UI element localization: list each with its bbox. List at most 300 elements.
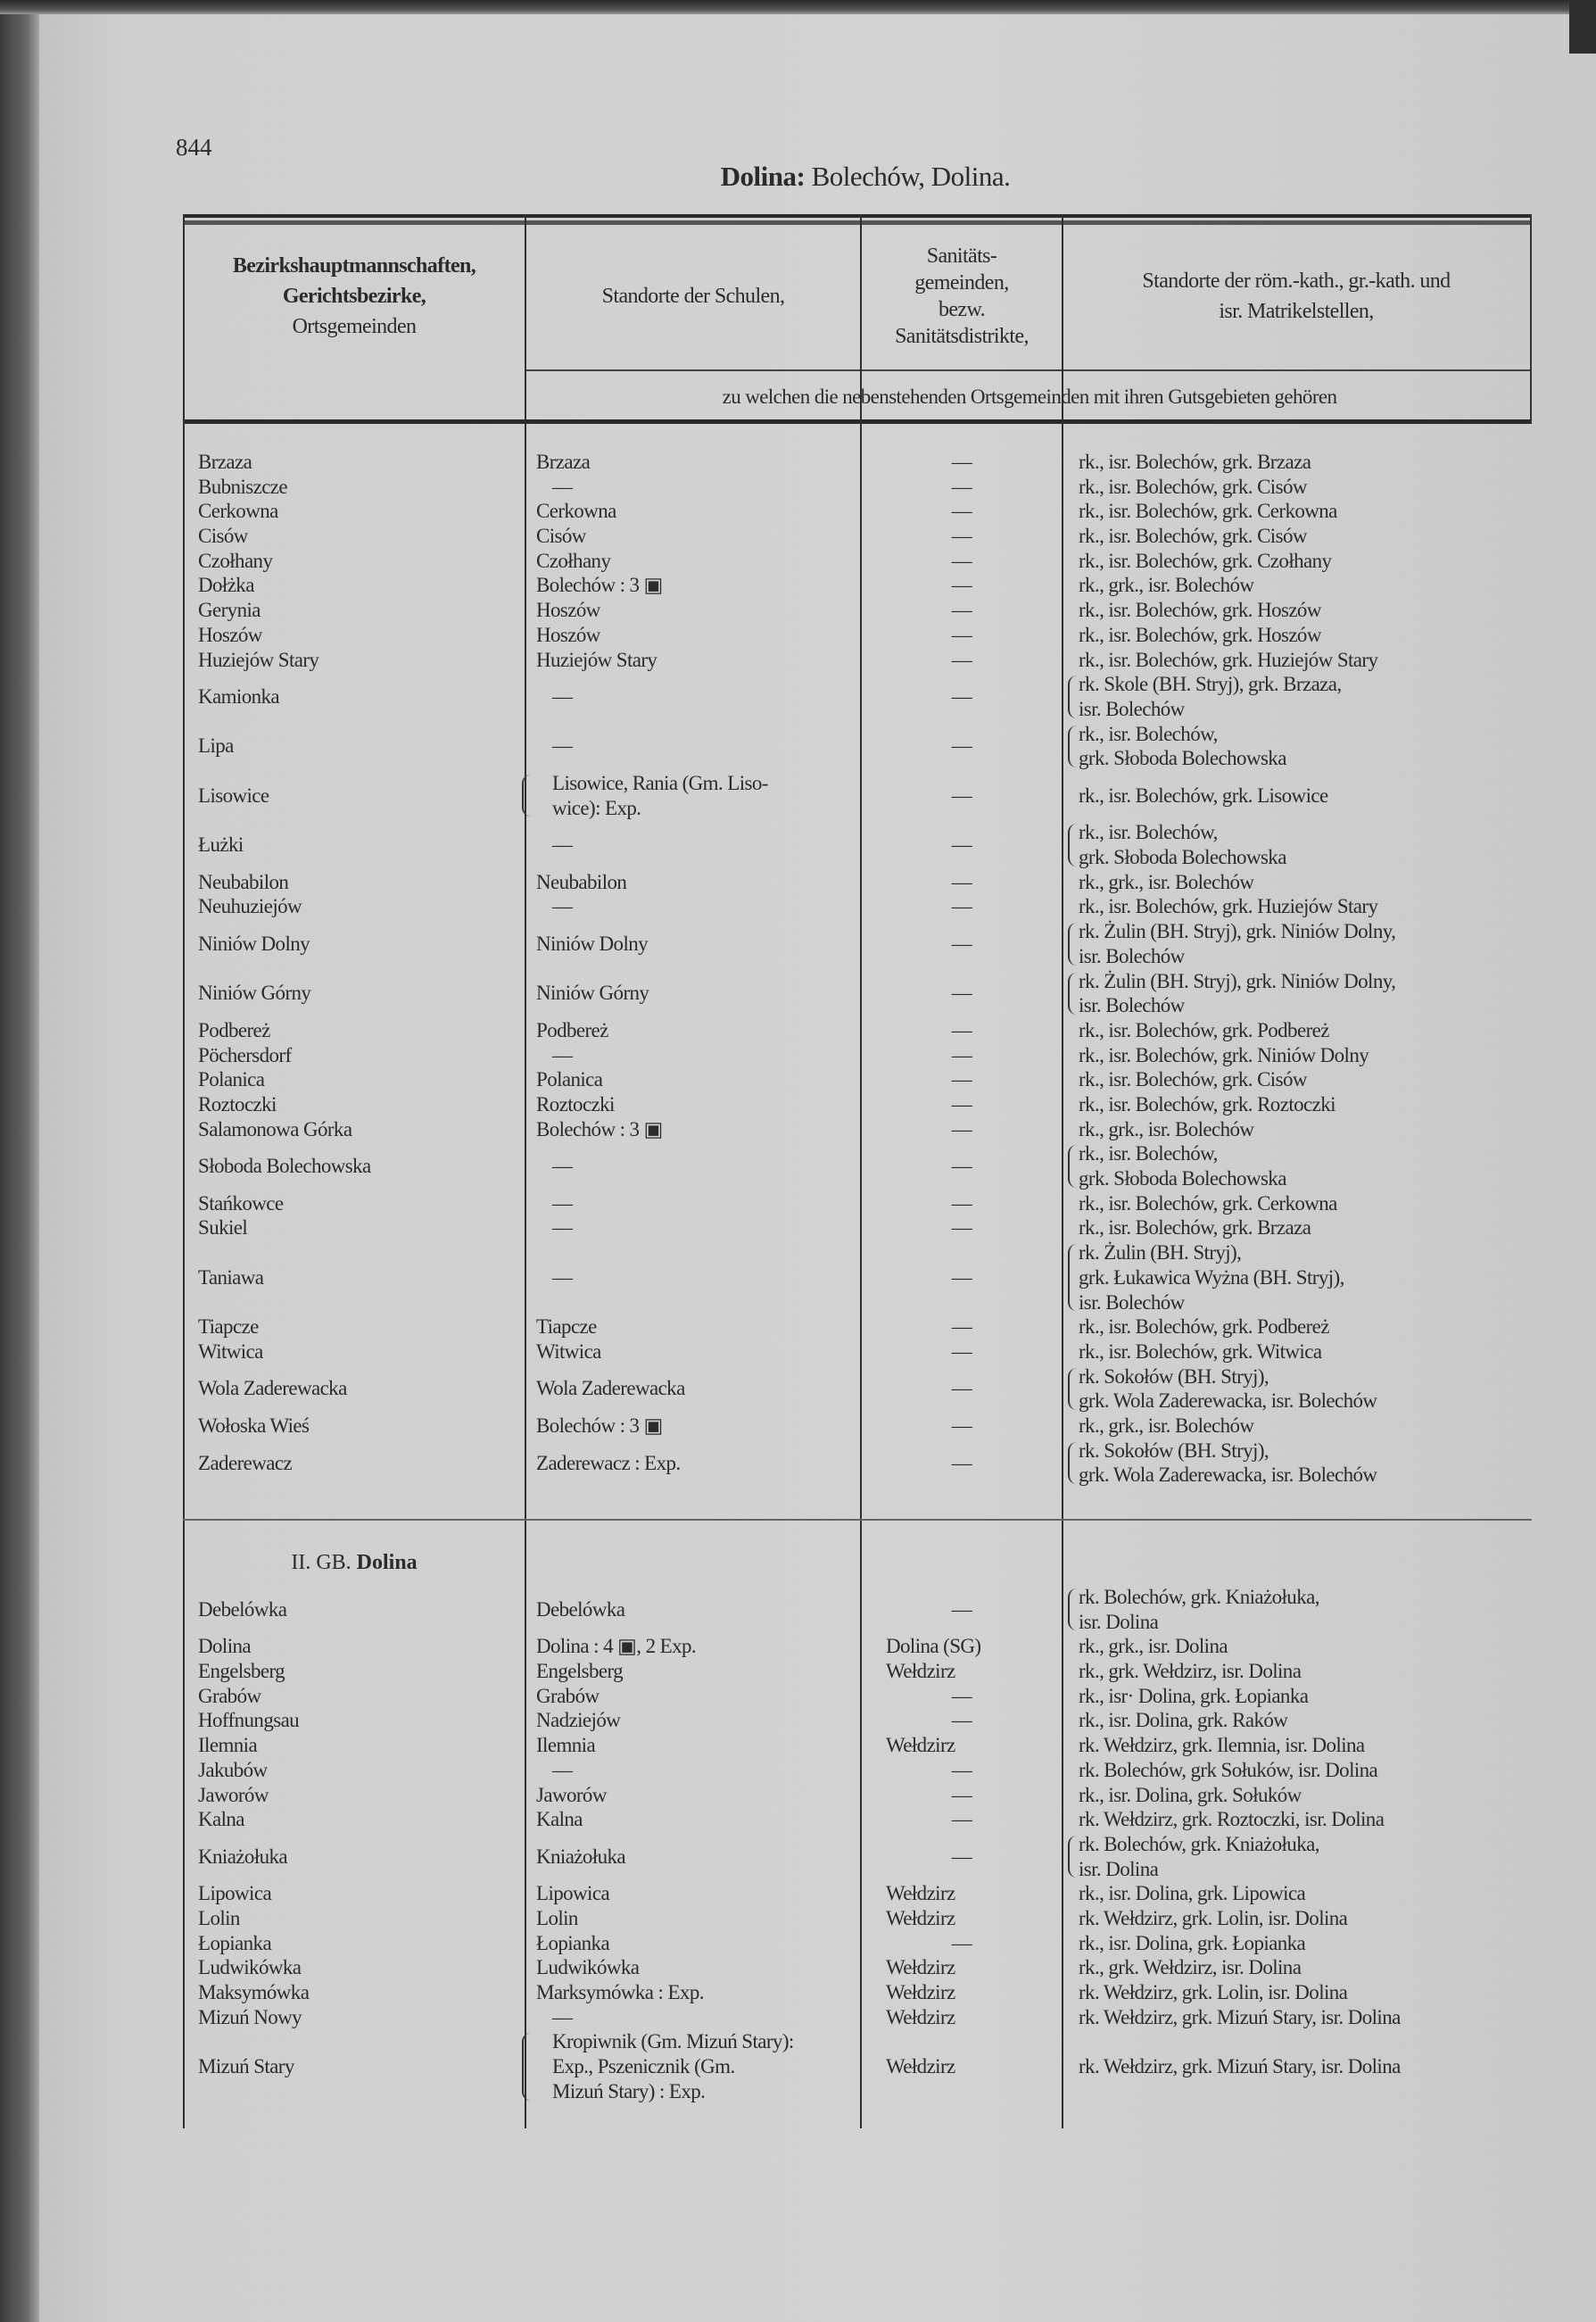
municipality-cell bbox=[183, 1807, 525, 1832]
municipality-name: Lipa bbox=[198, 734, 234, 758]
sanitary-text: — bbox=[951, 599, 972, 622]
table-row bbox=[183, 1439, 1530, 1488]
sanitary-text: — bbox=[951, 451, 972, 473]
sanitary-text: — bbox=[951, 1451, 972, 1474]
sanitary-cell bbox=[861, 969, 1063, 1018]
brace-mark bbox=[1068, 973, 1077, 1015]
parish-cell bbox=[1063, 1067, 1530, 1092]
school-cell bbox=[525, 623, 861, 648]
school-cell bbox=[525, 1414, 861, 1439]
school-cell bbox=[525, 1708, 861, 1733]
municipality-cell bbox=[183, 1955, 525, 1980]
brace-mark bbox=[1068, 676, 1077, 717]
header-text: bezw. bbox=[938, 298, 986, 321]
municipality-name: Niniów Górny bbox=[198, 982, 311, 1005]
municipality-cell bbox=[183, 1414, 525, 1439]
municipality-name: Wola Zaderewacka bbox=[198, 1377, 347, 1400]
parish-cell bbox=[1063, 870, 1530, 895]
sanitary-text: — bbox=[951, 1155, 972, 1178]
table-row bbox=[183, 1339, 1530, 1364]
parish-text: rk., isr. Bolechów, bbox=[1079, 722, 1218, 745]
parish-cell bbox=[1063, 1191, 1530, 1216]
sanitary-cell bbox=[861, 1906, 1063, 1931]
school-cell bbox=[525, 648, 861, 673]
school-text: Łopianka bbox=[536, 1931, 610, 1954]
parish-text: rk., isr. Bolechów, grk. Niniów Dolny bbox=[1079, 1043, 1369, 1066]
parish-cell bbox=[1063, 919, 1530, 968]
municipality-cell bbox=[183, 623, 525, 648]
municipality-name: Łużki bbox=[198, 833, 244, 857]
parish-text: rk., isr. Bolechów, grk. Brzaza bbox=[1079, 451, 1311, 473]
sanitary-cell bbox=[861, 1980, 1063, 2005]
school-cell bbox=[525, 1807, 861, 1832]
parish-cell bbox=[1063, 1659, 1530, 1684]
municipality-name: Sukiel bbox=[198, 1216, 248, 1240]
school-text: Kalna bbox=[536, 1808, 583, 1831]
parish-cell bbox=[1063, 1439, 1530, 1488]
sanitary-cell bbox=[861, 1684, 1063, 1709]
sanitary-cell bbox=[861, 1955, 1063, 1980]
municipality-cell bbox=[183, 1018, 525, 1043]
parish-text: rk., isr. Bolechów, grk. Hoszów bbox=[1079, 599, 1321, 622]
parish-cell bbox=[1063, 1931, 1530, 1956]
parish-text: rk. Bolechów, grk. Kniażołuka, bbox=[1079, 1586, 1319, 1608]
parish-cell bbox=[1063, 1240, 1530, 1314]
sanitary-cell bbox=[861, 1634, 1063, 1659]
school-cell bbox=[525, 1659, 861, 1684]
sanitary-text: — bbox=[951, 932, 972, 955]
header-text: Sanitätsdistrikte, bbox=[895, 325, 1029, 348]
parish-cell bbox=[1063, 894, 1530, 919]
school-cell bbox=[525, 1215, 861, 1240]
parish-cell bbox=[1063, 1881, 1530, 1906]
register-table bbox=[183, 214, 1530, 2128]
municipality-cell bbox=[183, 1339, 525, 1364]
sanitary-text: — bbox=[951, 1597, 972, 1621]
municipality-cell bbox=[183, 1117, 525, 1142]
municipality-cell bbox=[183, 1881, 525, 1906]
sanitary-cell bbox=[861, 2029, 1063, 2103]
municipality-name: Łopianka bbox=[198, 1931, 272, 1954]
school-text: Jaworów bbox=[536, 1783, 607, 1806]
sanitary-text: — bbox=[951, 1018, 972, 1041]
brace-mark bbox=[1068, 1244, 1077, 1311]
municipality-cell bbox=[183, 1240, 525, 1314]
municipality-name: Dołżka bbox=[198, 574, 254, 597]
municipality-cell bbox=[183, 1067, 525, 1092]
school-text: Nadziejów bbox=[536, 1709, 621, 1732]
municipality-name: Lisowice bbox=[198, 784, 269, 807]
parish-cell bbox=[1063, 1043, 1530, 1068]
parish-text: rk. Bolechów, grk Sołuków, isr. Dolina bbox=[1079, 1758, 1378, 1781]
header-parishes bbox=[1063, 225, 1530, 368]
sanitary-text: Wełdzirz bbox=[886, 1906, 955, 1929]
school-text: Dolina : 4 ▣, 2 Exp. bbox=[536, 1635, 697, 1658]
parish-cell bbox=[1063, 1585, 1530, 1634]
table-row bbox=[183, 1240, 1530, 1314]
sanitary-text: — bbox=[951, 1092, 972, 1115]
school-text: Kropiwnik (Gm. Mizuń Stary): bbox=[552, 2030, 794, 2053]
municipality-name: Hoffnungsau bbox=[198, 1709, 300, 1732]
sanitary-cell bbox=[861, 870, 1063, 895]
sanitary-text: — bbox=[951, 734, 972, 758]
parish-text: rk., isr. Bolechów, grk. Podbereż bbox=[1079, 1315, 1329, 1339]
sanitary-text: Wełdzirz bbox=[886, 2055, 955, 2078]
municipality-name: Słoboda Bolechowska bbox=[198, 1155, 371, 1178]
school-text: Neubabilon bbox=[536, 870, 627, 893]
municipality-cell bbox=[183, 1684, 525, 1709]
brace-mark bbox=[1068, 824, 1077, 866]
school-text: — bbox=[552, 734, 573, 758]
school-text: Czołhany bbox=[536, 549, 611, 572]
table-row bbox=[183, 1414, 1530, 1439]
school-cell bbox=[525, 1832, 861, 1881]
municipality-name: Czołhany bbox=[198, 549, 273, 572]
table-row bbox=[183, 524, 1530, 549]
parish-cell bbox=[1063, 1708, 1530, 1733]
parish-text: rk. Wełdzirz, grk. Mizuń Stary, isr. Dolina bbox=[1079, 2005, 1401, 2028]
table-row bbox=[183, 1215, 1530, 1240]
municipality-cell bbox=[183, 894, 525, 919]
school-cell bbox=[525, 2005, 861, 2030]
subheader: zu welchen die nebenstehenden Ortsgemeinden mit ihren Gutsgebieten gehören bbox=[722, 386, 1337, 408]
sanitary-cell bbox=[861, 1758, 1063, 1783]
parish-text: rk. Wełdzirz, grk. Ilemnia, isr. Dolina bbox=[1079, 1734, 1365, 1757]
school-cell bbox=[525, 1067, 861, 1092]
municipality-name: Mizuń Nowy bbox=[198, 2005, 302, 2028]
school-text: Polanica bbox=[536, 1068, 603, 1091]
municipality-name: Roztoczki bbox=[198, 1092, 277, 1115]
table-row bbox=[183, 1659, 1530, 1684]
parish-text: rk., isr. Bolechów, grk. Cisów bbox=[1079, 1068, 1307, 1091]
header-text: gemeinden, bbox=[914, 271, 1009, 294]
table-row bbox=[183, 1585, 1530, 1634]
municipality-cell bbox=[183, 475, 525, 500]
parish-text: rk., isr. Bolechów, grk. Roztoczki bbox=[1079, 1092, 1336, 1115]
parish-text: isr. Bolechów bbox=[1079, 944, 1185, 967]
table-row bbox=[183, 1092, 1530, 1117]
sanitary-cell bbox=[861, 1832, 1063, 1881]
municipality-name: Pöchersdorf bbox=[198, 1043, 292, 1066]
table-row bbox=[183, 475, 1530, 500]
page-title-courts: Bolechów, Dolina. bbox=[811, 161, 1011, 192]
header-schools bbox=[525, 225, 861, 368]
header-text: Ortsgemeinden bbox=[292, 315, 417, 338]
parish-cell bbox=[1063, 623, 1530, 648]
table-row bbox=[183, 1881, 1530, 1906]
school-text: Zaderewacz : Exp. bbox=[536, 1451, 681, 1474]
sanitary-text: Wełdzirz bbox=[886, 2005, 955, 2028]
school-cell bbox=[525, 1439, 861, 1488]
table-row bbox=[183, 722, 1530, 771]
school-cell bbox=[525, 1980, 861, 2005]
municipality-name: Podbereż bbox=[198, 1018, 270, 1041]
municipality-name: Kniażołuka bbox=[198, 1845, 288, 1868]
parish-text: rk., isr. Dolina, grk. Sołuków bbox=[1079, 1783, 1302, 1806]
parish-cell bbox=[1063, 1980, 1530, 2005]
school-cell bbox=[525, 499, 861, 524]
school-text: — bbox=[552, 685, 573, 709]
parish-text: isr. Bolechów bbox=[1079, 1290, 1185, 1314]
municipality-cell bbox=[183, 919, 525, 968]
municipality-name: Maksymówka bbox=[198, 1981, 310, 2004]
table-row bbox=[183, 820, 1530, 869]
school-text: Lolin bbox=[536, 1906, 578, 1929]
school-text: Cisów bbox=[536, 525, 586, 548]
school-text: Podbereż bbox=[536, 1018, 608, 1041]
parish-text: rk. Bolechów, grk. Kniażołuka, bbox=[1079, 1832, 1319, 1855]
table-row bbox=[183, 1043, 1530, 1068]
parish-cell bbox=[1063, 1733, 1530, 1758]
sanitary-cell bbox=[861, 672, 1063, 721]
sanitary-cell bbox=[861, 1018, 1063, 1043]
municipality-cell bbox=[183, 648, 525, 673]
sanitary-text: — bbox=[951, 982, 972, 1005]
school-cell bbox=[525, 2029, 861, 2103]
school-text: Kniażołuka bbox=[536, 1845, 626, 1868]
school-cell bbox=[525, 598, 861, 623]
municipality-name: Lolin bbox=[198, 1906, 240, 1929]
school-cell bbox=[525, 722, 861, 771]
parish-cell bbox=[1063, 648, 1530, 673]
school-cell bbox=[525, 1364, 861, 1414]
table-row bbox=[183, 2005, 1530, 2030]
school-cell bbox=[525, 1117, 861, 1142]
sanitary-text: Wełdzirz bbox=[886, 1660, 955, 1683]
parish-text: rk., isr. Dolina, grk. Łopianka bbox=[1079, 1931, 1306, 1954]
school-text: Grabów bbox=[536, 1684, 600, 1707]
municipality-cell bbox=[183, 672, 525, 721]
sanitary-cell bbox=[861, 1414, 1063, 1439]
parish-text: rk., isr. Bolechów, grk. Huziejów Stary bbox=[1079, 648, 1378, 671]
municipality-name: Taniawa bbox=[198, 1265, 264, 1289]
parish-cell bbox=[1063, 1215, 1530, 1240]
sanitary-cell bbox=[861, 1215, 1063, 1240]
school-cell bbox=[525, 1141, 861, 1190]
municipality-cell bbox=[183, 1758, 525, 1783]
municipality-name: Cerkowna bbox=[198, 500, 278, 523]
parish-cell bbox=[1063, 1634, 1530, 1659]
municipality-name: Polanica bbox=[198, 1068, 265, 1091]
sanitary-text: — bbox=[951, 1414, 972, 1437]
brace-mark bbox=[1068, 1368, 1077, 1410]
parish-text: rk. Żulin (BH. Stryj), grk. Niniów Dolny, bbox=[1079, 920, 1396, 943]
sanitary-text: — bbox=[951, 475, 972, 498]
sanitary-text: — bbox=[951, 870, 972, 893]
sanitary-text: — bbox=[951, 1377, 972, 1400]
sanitary-text: — bbox=[951, 500, 972, 523]
scan-edge-top bbox=[0, 0, 1596, 14]
parish-text: rk., isr. Bolechów, grk. Cisów bbox=[1079, 525, 1307, 548]
parish-text: rk. Wełdzirz, grk. Lolin, isr. Dolina bbox=[1079, 1981, 1348, 2004]
sanitary-cell bbox=[861, 1043, 1063, 1068]
school-cell bbox=[525, 1240, 861, 1314]
school-cell bbox=[525, 1314, 861, 1339]
header-text: Bezirkshauptmannschaften, bbox=[232, 254, 476, 278]
parish-text: rk., grk., isr. Dolina bbox=[1079, 1635, 1228, 1658]
sanitary-text: — bbox=[951, 1783, 972, 1806]
parish-cell bbox=[1063, 573, 1530, 598]
table-row bbox=[183, 623, 1530, 648]
sanitary-cell bbox=[861, 648, 1063, 673]
table-row bbox=[183, 1634, 1530, 1659]
school-text: Hoszów bbox=[536, 623, 600, 646]
scan-edge-right bbox=[1569, 0, 1596, 54]
table-row bbox=[183, 1708, 1530, 1733]
sanitary-text: — bbox=[951, 574, 972, 597]
parish-cell bbox=[1063, 2005, 1530, 2030]
municipality-cell bbox=[183, 1092, 525, 1117]
table-row bbox=[183, 648, 1530, 673]
sanitary-cell bbox=[861, 1092, 1063, 1117]
parish-cell bbox=[1063, 1906, 1530, 1931]
parish-text: grk. Wola Zaderewacka, isr. Bolechów bbox=[1079, 1464, 1377, 1487]
sanitary-cell bbox=[861, 1708, 1063, 1733]
table-row bbox=[183, 2029, 1530, 2103]
parish-cell bbox=[1063, 1684, 1530, 1709]
municipality-cell bbox=[183, 1585, 525, 1634]
table-row bbox=[183, 870, 1530, 895]
school-cell bbox=[525, 1906, 861, 1931]
table-row bbox=[183, 598, 1530, 623]
page-number: 844 bbox=[176, 134, 212, 161]
school-text: — bbox=[552, 1216, 573, 1240]
parish-text: rk. Skole (BH. Stryj), grk. Brzaza, bbox=[1079, 673, 1342, 696]
sanitary-cell bbox=[861, 524, 1063, 549]
school-cell bbox=[525, 1092, 861, 1117]
sanitary-cell bbox=[861, 771, 1063, 820]
sanitary-text: Wełdzirz bbox=[886, 1882, 955, 1905]
school-text: Witwica bbox=[536, 1339, 601, 1363]
parish-text: rk. Żulin (BH. Stryj), grk. Niniów Dolny, bbox=[1079, 969, 1396, 992]
school-cell bbox=[525, 1881, 861, 1906]
municipality-cell bbox=[183, 870, 525, 895]
municipality-name: Neubabilon bbox=[198, 870, 289, 893]
sanitary-text: — bbox=[951, 1684, 972, 1707]
school-text: Bolechów : 3 ▣ bbox=[536, 1414, 663, 1437]
municipality-name: Debelówka bbox=[198, 1597, 287, 1621]
parish-cell bbox=[1063, 969, 1530, 1018]
school-text: Exp., Pszenicznik (Gm. bbox=[552, 2055, 735, 2078]
municipality-name: Dolina bbox=[198, 1635, 251, 1658]
school-cell bbox=[525, 1684, 861, 1709]
municipality-name: Jaworów bbox=[198, 1783, 269, 1806]
sanitary-text: — bbox=[951, 1931, 972, 1954]
parish-text: rk., isr. Bolechów, grk. Hoszów bbox=[1079, 623, 1321, 646]
parish-text: rk., isr. Bolechów, grk. Huziejów Stary bbox=[1079, 895, 1378, 918]
school-text: wice): Exp. bbox=[552, 796, 641, 819]
table-row bbox=[183, 1807, 1530, 1832]
parish-cell bbox=[1063, 1117, 1530, 1142]
scan-edge-left bbox=[0, 0, 39, 2322]
sanitary-text: — bbox=[951, 549, 972, 572]
municipality-name: Huziejów Stary bbox=[198, 648, 319, 671]
parish-text: grk. Słoboda Bolechowska bbox=[1079, 846, 1286, 869]
sanitary-cell bbox=[861, 1585, 1063, 1634]
sanitary-text: — bbox=[951, 1117, 972, 1140]
sanitary-text: — bbox=[951, 1339, 972, 1363]
municipality-cell bbox=[183, 1832, 525, 1881]
sanitary-cell bbox=[861, 919, 1063, 968]
parish-text: rk., isr. Bolechów, grk. Podbereż bbox=[1079, 1018, 1329, 1041]
municipality-cell bbox=[183, 1733, 525, 1758]
parish-cell bbox=[1063, 1807, 1530, 1832]
sanitary-cell bbox=[861, 1141, 1063, 1190]
parish-cell bbox=[1063, 2029, 1530, 2103]
header-text: Sanitäts- bbox=[926, 245, 997, 268]
brace-mark bbox=[1068, 726, 1077, 767]
table-row bbox=[183, 450, 1530, 475]
municipality-name: Brzaza bbox=[198, 451, 252, 473]
table-row bbox=[183, 1314, 1530, 1339]
sanitary-text: — bbox=[951, 1043, 972, 1066]
school-text: Ludwikówka bbox=[536, 1956, 640, 1979]
parish-text: grk. Słoboda Bolechowska bbox=[1079, 747, 1286, 770]
sanitary-text: — bbox=[951, 895, 972, 918]
page-title bbox=[0, 161, 1596, 193]
municipality-cell bbox=[183, 969, 525, 1018]
parish-text: rk., isr. Bolechów, grk. Cisów bbox=[1079, 475, 1307, 498]
sanitary-cell bbox=[861, 722, 1063, 771]
parish-text: rk., isr. Bolechów, grk. Czołhany bbox=[1079, 549, 1332, 572]
school-text: Engelsberg bbox=[536, 1660, 624, 1683]
school-text: Wola Zaderewacka bbox=[536, 1377, 685, 1400]
municipality-name: Salamonowa Górka bbox=[198, 1117, 352, 1140]
school-text: Huziejów Stary bbox=[536, 648, 657, 671]
section-heading-dolina bbox=[183, 1550, 525, 1575]
municipality-cell bbox=[183, 549, 525, 574]
sanitary-text: — bbox=[951, 623, 972, 646]
table-row bbox=[183, 969, 1530, 1018]
header-text: isr. Matrikelstellen, bbox=[1219, 300, 1374, 323]
sanitary-cell bbox=[861, 1364, 1063, 1414]
school-text: Debelówka bbox=[536, 1597, 625, 1621]
sanitary-cell bbox=[861, 1339, 1063, 1364]
parish-text: rk., isr. Bolechów, grk. Cerkowna bbox=[1079, 500, 1337, 523]
parish-cell bbox=[1063, 1339, 1530, 1364]
school-cell bbox=[525, 771, 861, 820]
header-sanitary bbox=[861, 225, 1063, 368]
school-text: Brzaza bbox=[536, 451, 591, 473]
school-cell bbox=[525, 820, 861, 869]
brace-mark bbox=[522, 775, 531, 817]
school-cell bbox=[525, 894, 861, 919]
municipality-cell bbox=[183, 1980, 525, 2005]
section-separator bbox=[183, 1519, 1532, 1521]
sanitary-text: Wełdzirz bbox=[886, 1734, 955, 1757]
sanitary-cell bbox=[861, 820, 1063, 869]
table-row bbox=[183, 1067, 1530, 1092]
parish-text: isr. Bolechów bbox=[1079, 697, 1185, 720]
parish-text: isr. Dolina bbox=[1079, 1610, 1159, 1633]
parish-cell bbox=[1063, 524, 1530, 549]
municipality-cell bbox=[183, 1314, 525, 1339]
sanitary-cell bbox=[861, 1659, 1063, 1684]
table-row bbox=[183, 1980, 1530, 2005]
school-cell bbox=[525, 1931, 861, 1956]
parish-cell bbox=[1063, 722, 1530, 771]
table-row bbox=[183, 1364, 1530, 1414]
municipality-name: Cisów bbox=[198, 525, 248, 548]
parish-text: grk. Słoboda Bolechowska bbox=[1079, 1167, 1286, 1190]
sanitary-cell bbox=[861, 1240, 1063, 1314]
parish-text: rk., isr. Bolechów, grk. Brzaza bbox=[1079, 1216, 1311, 1240]
municipality-name: Ilemnia bbox=[198, 1734, 258, 1757]
municipality-cell bbox=[183, 524, 525, 549]
school-cell bbox=[525, 919, 861, 968]
table-row bbox=[183, 1018, 1530, 1043]
sanitary-cell bbox=[861, 573, 1063, 598]
